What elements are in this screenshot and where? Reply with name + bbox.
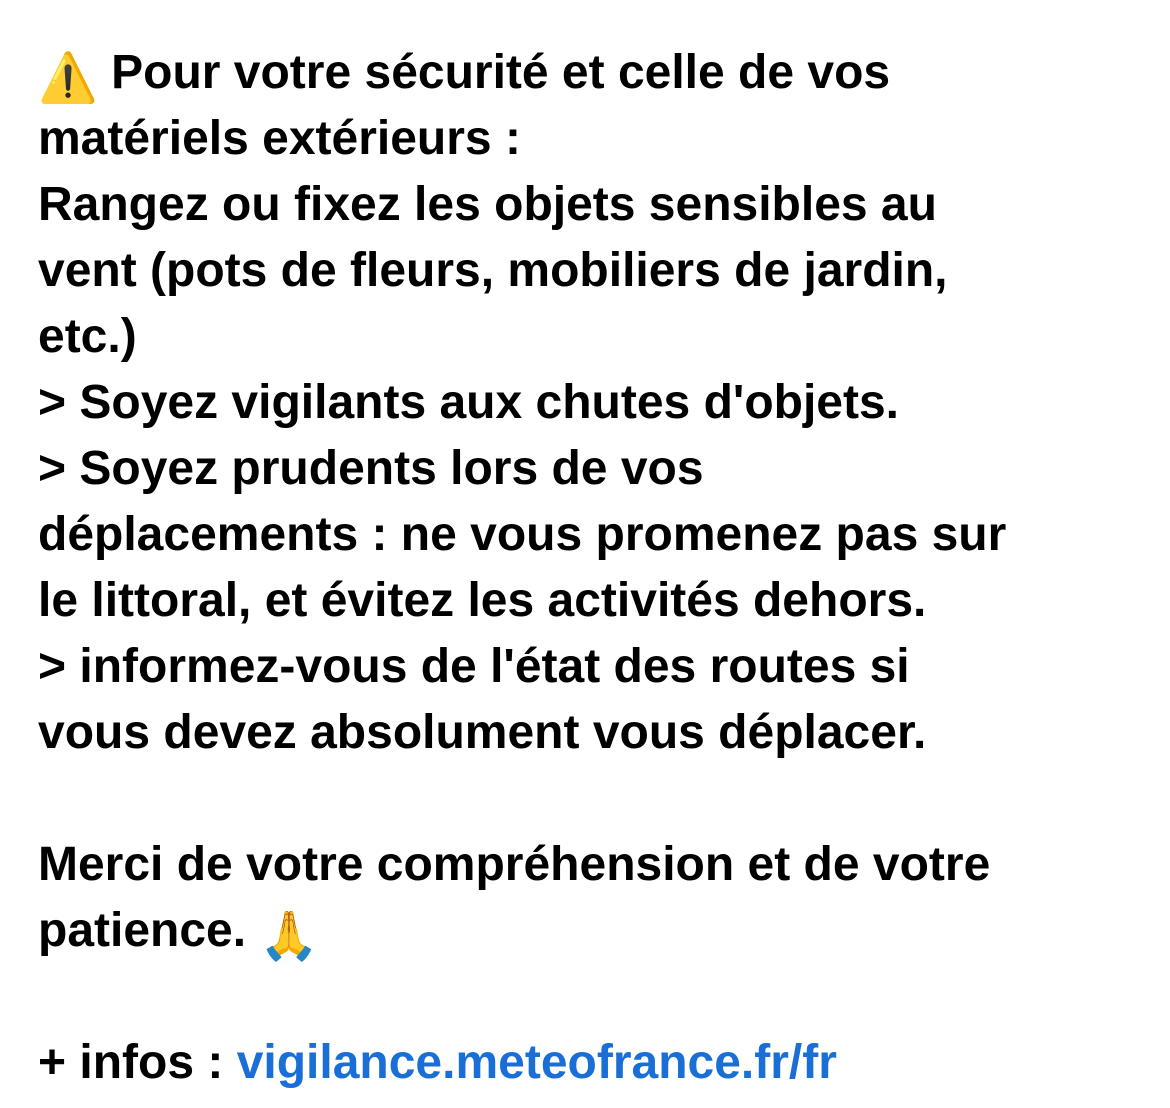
blank-line bbox=[38, 766, 1148, 832]
message-line-2: matériels extérieurs : bbox=[38, 112, 521, 165]
infos-line bbox=[38, 1030, 1148, 1096]
message-body bbox=[38, 40, 1148, 1096]
message-line-9: le littoral, et évitez les activités dehors. bbox=[38, 574, 927, 627]
thanks-line-2 bbox=[38, 898, 1148, 964]
infos-prefix: + infos : bbox=[38, 1036, 224, 1089]
message-line-4: vent (pots de fleurs, mobiliers de jardin, bbox=[38, 244, 948, 297]
message-line-7: > Soyez prudents lors de vos bbox=[38, 442, 704, 495]
message-text: Pour votre sécurité et celle de vos bbox=[111, 46, 891, 99]
thanks-line-1: Merci de votre compréhension et de votre bbox=[38, 838, 991, 891]
message-line-1 bbox=[38, 40, 1148, 106]
message-line-11: vous devez absolument vous déplacer. bbox=[38, 706, 927, 759]
message-line-8: déplacements : ne vous promenez pas sur bbox=[38, 508, 1007, 561]
vigilance-link[interactable]: vigilance.meteofrance.fr/fr bbox=[236, 1036, 837, 1089]
message-line-6: > Soyez vigilants aux chutes d'objets. bbox=[38, 376, 899, 429]
message-line-3: Rangez ou fixez les objets sensibles au bbox=[38, 178, 937, 231]
message-line-10: > informez-vous de l'état des routes si bbox=[38, 640, 910, 693]
message-line-5: etc.) bbox=[38, 310, 137, 363]
blank-line bbox=[38, 964, 1148, 1030]
praying-hands-icon: 🙏 bbox=[259, 910, 320, 963]
thanks-text: patience. bbox=[38, 904, 247, 957]
warning-icon: ⚠️ bbox=[38, 52, 98, 105]
